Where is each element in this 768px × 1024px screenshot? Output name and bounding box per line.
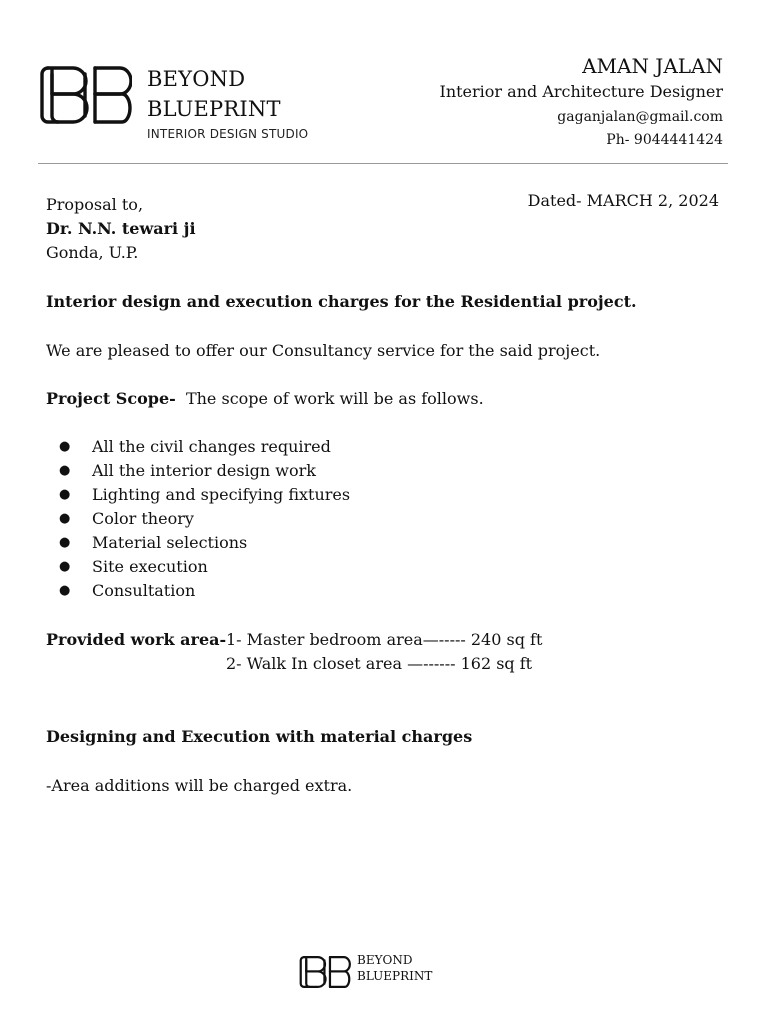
- bullet-icon: ●: [59, 439, 71, 454]
- list-item: [56, 555, 350, 579]
- bullet-icon: ●: [59, 511, 71, 526]
- scope-item-label: All the civil changes required: [92, 437, 331, 456]
- brand-name-line1: BEYOND: [147, 67, 246, 91]
- contact-role: Interior and Architecture Designer: [439, 82, 723, 101]
- contact-phone: Ph- 9044441424: [606, 132, 723, 148]
- scope-item-label: All the interior design work: [92, 461, 316, 480]
- bullet-icon: ●: [59, 535, 71, 550]
- footer-brand-line2: BLUEPRINT: [357, 969, 433, 983]
- list-item: [56, 435, 350, 459]
- scope-item-label: Color theory: [92, 509, 194, 528]
- bullet-icon: ●: [59, 463, 71, 478]
- footer-logo-icon: [299, 956, 351, 992]
- list-item: [56, 483, 350, 507]
- proposal-subject: Interior design and execution charges for the Residential project.: [46, 292, 637, 311]
- list-item: [56, 507, 350, 531]
- work-area-label: Provided work area-: [46, 630, 227, 649]
- brand-name-line2: BLUEPRINT: [147, 97, 281, 121]
- brand-tagline: INTERIOR DESIGN STUDIO: [147, 127, 309, 141]
- scope-item-label: Consultation: [92, 581, 196, 600]
- list-item: [56, 531, 350, 555]
- scope-item-label: Material selections: [92, 533, 248, 552]
- project-scope-text: The scope of work will be as follows.: [185, 389, 484, 408]
- bullet-icon: ●: [59, 583, 71, 598]
- header-divider: [38, 163, 728, 164]
- footer-brand-line1: BEYOND: [357, 953, 413, 967]
- recipient-place: Gonda, U.P.: [46, 243, 139, 262]
- proposal-to-label: Proposal to,: [46, 195, 144, 214]
- date-line: Dated- MARCH 2, 2024: [527, 191, 719, 210]
- work-area-item-2: 2- Walk In closet area —------ 162 sq ft: [226, 654, 533, 673]
- scope-item-label: Site execution: [92, 557, 208, 576]
- recipient-name: Dr. N.N. tewari ji: [46, 219, 196, 238]
- bullet-icon: ●: [59, 487, 71, 502]
- project-scope-label: Project Scope-: [46, 389, 176, 408]
- bullet-icon: ●: [59, 559, 71, 574]
- work-area-item-1: 1- Master bedroom area—----- 240 sq ft: [226, 630, 543, 649]
- contact-name: AMAN JALAN: [582, 54, 723, 78]
- scope-list: [56, 435, 350, 603]
- contact-email: gaganjalan@gmail.com: [557, 109, 723, 125]
- contact-block: [440, 53, 724, 151]
- charges-heading: Designing and Execution with material charges: [46, 727, 473, 746]
- footer-brand: [357, 952, 432, 984]
- scope-item-label: Lighting and specifying fixtures: [92, 485, 351, 504]
- area-additions-note: -Area additions will be charged extra.: [46, 776, 353, 795]
- intro-paragraph: We are pleased to offer our Consultancy service for the said project.: [46, 341, 601, 360]
- list-item: [56, 459, 350, 483]
- brand-name: [147, 64, 308, 141]
- brand-logo-icon: [40, 66, 132, 124]
- list-item: [56, 579, 350, 603]
- project-scope-line: [46, 387, 484, 411]
